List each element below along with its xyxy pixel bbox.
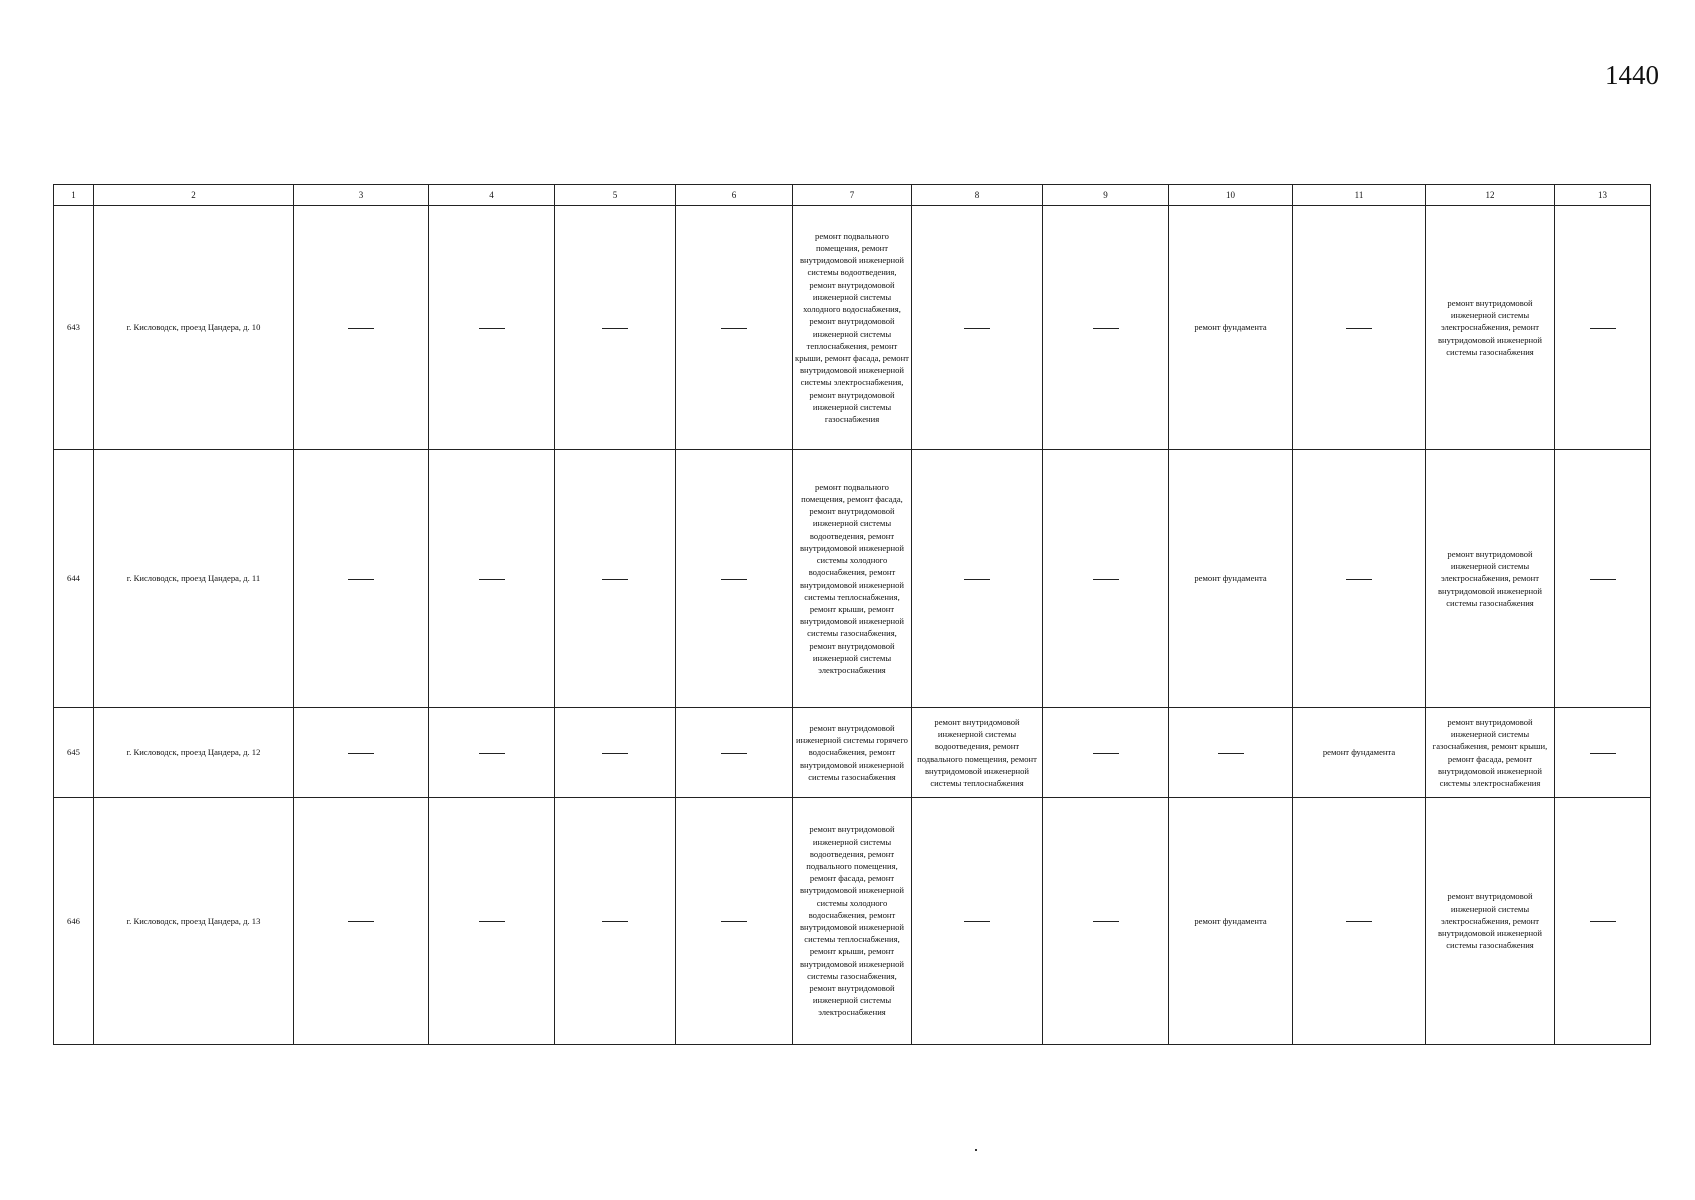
dash-mark [1346, 921, 1372, 922]
empty-cell [676, 708, 793, 798]
column-header: 8 [912, 185, 1043, 206]
dash-mark [1218, 753, 1244, 754]
empty-cell [676, 798, 793, 1045]
empty-cell [555, 708, 676, 798]
works-col-12: ремонт внутридомовой инженерной системы электроснабжения, ремонт внутридомовой инженерной системы газоснабжения [1426, 450, 1555, 708]
empty-cell [912, 798, 1043, 1045]
empty-cell [294, 450, 429, 708]
dash-mark [1590, 753, 1616, 754]
dash-mark [602, 579, 628, 580]
empty-cell [555, 206, 676, 450]
empty-cell [294, 206, 429, 450]
dash-mark [1590, 579, 1616, 580]
table-row [54, 450, 1651, 708]
dash-mark [721, 921, 747, 922]
column-header: 2 [94, 185, 294, 206]
row-address: г. Кисловодск, проезд Цандера, д. 13 [94, 798, 294, 1045]
empty-cell [1293, 450, 1426, 708]
works-col-7: ремонт внутридомовой инженерной системы горячего водоснабжения, ремонт внутридомовой инженерной системы газоснабжения [793, 708, 912, 798]
empty-cell [1043, 206, 1169, 450]
dash-mark [1590, 328, 1616, 329]
column-header: 6 [676, 185, 793, 206]
dash-mark [1093, 579, 1119, 580]
empty-cell [294, 798, 429, 1045]
dash-mark [348, 579, 374, 580]
column-header: 11 [1293, 185, 1426, 206]
column-header: 13 [1555, 185, 1651, 206]
empty-cell [555, 450, 676, 708]
dash-mark [602, 753, 628, 754]
dash-mark [348, 921, 374, 922]
dash-mark [721, 579, 747, 580]
dash-mark [721, 753, 747, 754]
column-header: 3 [294, 185, 429, 206]
empty-cell [1555, 708, 1651, 798]
works-col-7: ремонт внутридомовой инженерной системы водоотведения, ремонт подвального помещения, ремонт фасада, ремонт внутридомовой инженерной системы холодного водоснабжения, ремонт внутридомовой инженерной системы теплоснабжения, ремонт крыши, ремонт внутридомовой инженерной системы газоснабжения, ремонт внутридомовой инженерной системы электроснабжения [793, 798, 912, 1045]
works-col-10: ремонт фундамента [1169, 450, 1293, 708]
repair-schedule-table [53, 184, 1651, 1045]
empty-cell [555, 798, 676, 1045]
empty-cell [1293, 206, 1426, 450]
dash-mark [602, 328, 628, 329]
works-col-10: ремонт фундамента [1169, 206, 1293, 450]
dash-mark [1093, 921, 1119, 922]
works-col-11: ремонт фундамента [1293, 708, 1426, 798]
works-col-7: ремонт подвального помещения, ремонт внутридомовой инженерной системы водоотведения, ремонт внутридомовой инженерной системы холодного водоснабжения, ремонт внутридомовой инженерной системы теплоснабжения, ремонт крыши, ремонт фасада, ремонт внутридомовой инженерной системы электроснабжения, ремонт внутридомовой инженерной системы газоснабжения [793, 206, 912, 450]
dash-mark [479, 328, 505, 329]
empty-cell [676, 450, 793, 708]
dash-mark [721, 328, 747, 329]
works-col-12: ремонт внутридомовой инженерной системы газоснабжения, ремонт крыши, ремонт фасада, ремонт внутридомовой инженерной системы электроснабжения [1426, 708, 1555, 798]
works-col-8: ремонт внутридомовой инженерной системы водоотведения, ремонт подвального помещения, ремонт внутридомовой инженерной системы теплоснабжения [912, 708, 1043, 798]
empty-cell [1169, 708, 1293, 798]
dash-mark [479, 753, 505, 754]
works-col-7: ремонт подвального помещения, ремонт фасада, ремонт внутридомовой инженерной системы водоотведения, ремонт внутридомовой инженерной системы холодного водоснабжения, ремонт внутридомовой инженерной системы теплоснабжения, ремонт крыши, ремонт внутридомовой инженерной системы газоснабжения, ремонт внутридомовой инженерной системы электроснабжения [793, 450, 912, 708]
works-col-10: ремонт фундамента [1169, 798, 1293, 1045]
row-address: г. Кисловодск, проезд Цандера, д. 12 [94, 708, 294, 798]
dash-mark [964, 921, 990, 922]
column-header: 9 [1043, 185, 1169, 206]
column-header: 10 [1169, 185, 1293, 206]
empty-cell [429, 450, 555, 708]
works-col-12: ремонт внутридомовой инженерной системы электроснабжения, ремонт внутридомовой инженерной системы газоснабжения [1426, 206, 1555, 450]
dash-mark [964, 328, 990, 329]
row-address: г. Кисловодск, проезд Цандера, д. 10 [94, 206, 294, 450]
empty-cell [1043, 798, 1169, 1045]
empty-cell [912, 206, 1043, 450]
column-header: 4 [429, 185, 555, 206]
dash-mark [602, 921, 628, 922]
dash-mark [1346, 328, 1372, 329]
row-number: 644 [54, 450, 94, 708]
empty-cell [429, 708, 555, 798]
table-row [54, 798, 1651, 1045]
empty-cell [1555, 450, 1651, 708]
table-row [54, 206, 1651, 450]
empty-cell [429, 798, 555, 1045]
dash-mark [348, 753, 374, 754]
empty-cell [1555, 206, 1651, 450]
works-col-12: ремонт внутридомовой инженерной системы электроснабжения, ремонт внутридомовой инженерной системы газоснабжения [1426, 798, 1555, 1045]
row-number: 645 [54, 708, 94, 798]
page-number: 1440 [1605, 60, 1659, 90]
column-header: 1 [54, 185, 94, 206]
empty-cell [676, 206, 793, 450]
column-header: 7 [793, 185, 912, 206]
row-number: 646 [54, 798, 94, 1045]
header-row [54, 185, 1651, 206]
scan-speck [975, 1149, 977, 1151]
empty-cell [912, 450, 1043, 708]
dash-mark [1590, 921, 1616, 922]
row-number: 643 [54, 206, 94, 450]
dash-mark [348, 328, 374, 329]
dash-mark [964, 579, 990, 580]
dash-mark [1093, 328, 1119, 329]
dash-mark [479, 579, 505, 580]
dash-mark [479, 921, 505, 922]
column-header: 12 [1426, 185, 1555, 206]
empty-cell [1293, 798, 1426, 1045]
row-address: г. Кисловодск, проезд Цандера, д. 11 [94, 450, 294, 708]
column-header: 5 [555, 185, 676, 206]
empty-cell [1043, 708, 1169, 798]
empty-cell [1043, 450, 1169, 708]
dash-mark [1346, 579, 1372, 580]
table-row [54, 708, 1651, 798]
empty-cell [1555, 798, 1651, 1045]
dash-mark [1093, 753, 1119, 754]
empty-cell [294, 708, 429, 798]
empty-cell [429, 206, 555, 450]
